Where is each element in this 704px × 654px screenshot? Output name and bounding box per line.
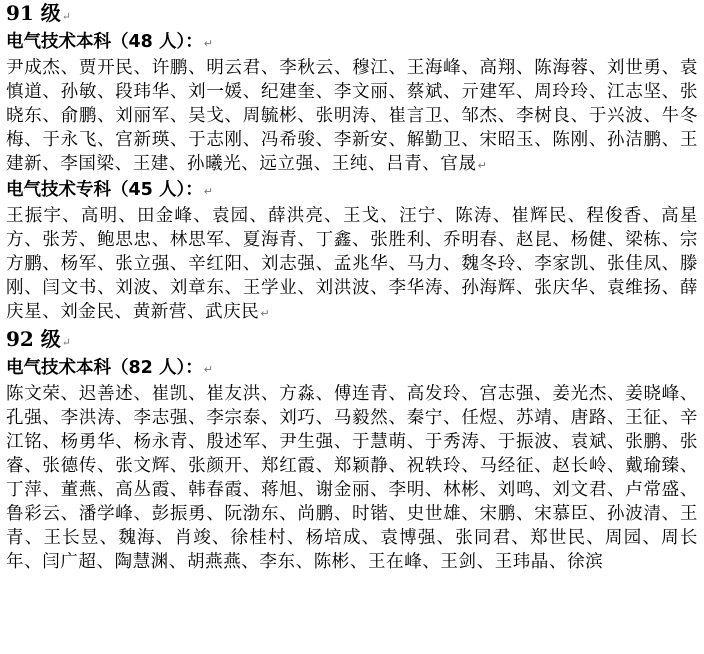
paragraph-mark-icon: ↵: [203, 185, 213, 198]
year-block-92: [6, 326, 698, 574]
paragraph-mark-icon: ↵: [61, 336, 72, 349]
year-block-91: [6, 0, 698, 326]
section-heading: 电气技术本科（48 人）：↵: [6, 32, 213, 52]
year-heading: 91 级↵: [6, 1, 72, 25]
name-list: 尹成杰、贾开民、许鹏、明云君、李秋云、穆江、王海峰、高翔、陈海蓉、刘世勇、袁慎道、孙敏、段玮华、刘一媛、纪建奎、李文丽、蔡斌、亓建军、周玲玲、江志坚、张晓东、俞鹏、刘丽军、吴戈、周毓彬、张明涛、崔言卫、邹杰、李树良、于兴波、牛冬梅、于永飞、宫新瑛、于志刚、冯希骏、李新安、解勤卫、宋昭玉、陈刚、孙洁鹏、王建新、李国梁、王建、孙曦光、远立强、王纯、吕青、官晟↵: [6, 58, 698, 174]
section-heading: 电气技术专科（45 人）：↵: [6, 180, 213, 200]
year-heading: 92 级↵: [6, 327, 72, 351]
name-list: 陈文荣、迟善述、崔凯、崔友洪、方淼、傅连青、高发玲、宫志强、姜光杰、姜晓峰、孔强、李洪涛、李志强、李宗泰、刘巧、马毅然、秦宁、任煜、苏靖、唐路、王征、辛江铭、杨勇华、杨永青、殷述军、尹生强、于慧萌、于秀涛、于振波、袁斌、张鹏、张睿、张德传、张文辉、张颜开、郑红霞、郑颖静、祝轶玲、马经征、赵长岭、戴瑜臻、丁萍、董燕、高丛霞、韩春霞、蒋旭、谢金丽、李明、林彬、刘鸣、刘文君、卢常盛、鲁彩云、潘学峰、彭振勇、阮渤东、尚鹏、时锴、史世雄、宋鹏、宋慕臣、孙波清、王青、王长昱、魏海、肖竣、徐桂村、杨培成、袁博强、张同君、郑世民、周园、周长年、闫广超、陶慧渊、胡燕燕、李东、陈彬、王在峰、王剑、王玮晶、徐滨: [6, 384, 698, 572]
section-heading: 电气技术本科（82 人）：↵: [6, 358, 213, 378]
paragraph-mark-icon: ↵: [203, 363, 213, 376]
paragraph-mark-icon: ↵: [477, 159, 488, 172]
paragraph-mark-icon: ↵: [203, 37, 213, 50]
paragraph-mark-icon: ↵: [61, 10, 72, 23]
name-list: 王振宇、高明、田金峰、袁园、薛洪亮、王戈、汪宁、陈涛、崔辉民、程俊香、高星方、张芳、鲍思忠、林思军、夏海青、丁鑫、张胜利、乔明春、赵昆、杨健、梁栋、宗方鹏、杨军、张立强、辛红阳、刘志强、孟兆华、马力、魏冬玲、李家凯、张佳凤、滕刚、闫文书、刘波、刘章东、王学业、刘洪波、李华涛、孙海辉、张庆华、袁维扬、薛庆星、刘金民、黄新营、武庆民↵: [6, 206, 698, 322]
paragraph-mark-icon: ↵: [260, 307, 271, 320]
